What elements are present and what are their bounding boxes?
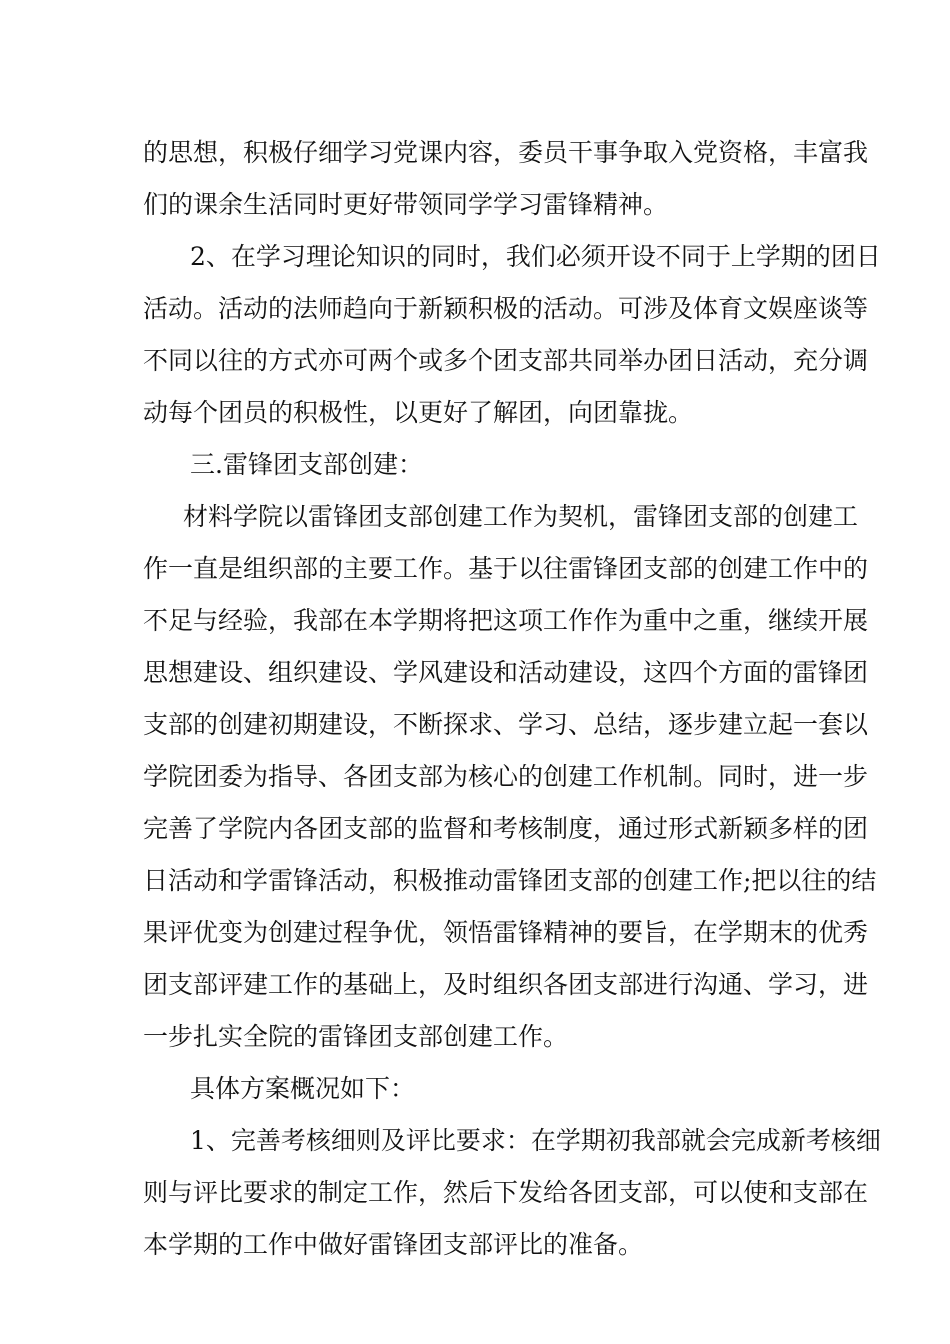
line-text: 2、在学习理论知识的同时，我们必须开设不同于上学期的团日 <box>190 242 881 271</box>
line-text: 本学期的工作中做好雷锋团支部评比的准备。 <box>143 1230 644 1259</box>
line-text: 们的课余生活同时更好带领同学学习雷锋精神。 <box>143 190 669 219</box>
text-line <box>0 230 950 284</box>
line-text: 三.雷锋团支部创建： <box>190 450 423 479</box>
text-line <box>0 1114 950 1168</box>
text-line <box>0 1010 950 1064</box>
text-line <box>0 126 950 180</box>
line-text: 果评优变为创建过程争优，领悟雷锋精神的要旨，在学期末的优秀 <box>143 918 869 947</box>
line-text: 一步扎实全院的雷锋团支部创建工作。 <box>143 1022 569 1051</box>
text-line <box>0 594 950 648</box>
text-line <box>0 282 950 336</box>
text-line <box>0 542 950 596</box>
line-text: 则与评比要求的制定工作，然后下发给各团支部，可以使和支部在 <box>143 1178 869 1207</box>
text-line <box>0 698 950 752</box>
line-text: 具体方案概况如下： <box>190 1074 416 1103</box>
line-text: 的思想，积极仔细学习党课内容，委员干事争取入党资格，丰富我 <box>143 138 869 167</box>
line-text: 支部的创建初期建设，不断探求、学习、总结，逐步建立起一套以 <box>143 710 869 739</box>
line-text: 1、完善考核细则及评比要求：在学期初我部就会完成新考核细 <box>190 1126 881 1155</box>
line-text: 材料学院以雷锋团支部创建工作为契机，雷锋团支部的创建工 <box>183 502 859 531</box>
text-line <box>0 1166 950 1220</box>
text-line <box>0 802 950 856</box>
text-line <box>0 958 950 1012</box>
line-text: 思想建设、组织建设、学风建设和活动建设，这四个方面的雷锋团 <box>143 658 869 687</box>
line-text: 不同以往的方式亦可两个或多个团支部共同举办团日活动，充分调 <box>143 346 869 375</box>
line-text: 日活动和学雷锋活动，积极推动雷锋团支部的创建工作;把以往的结 <box>143 866 877 895</box>
text-line <box>0 1062 950 1116</box>
text-line <box>0 750 950 804</box>
text-line <box>0 1218 950 1272</box>
text-line <box>0 178 950 232</box>
line-text: 团支部评建工作的基础上，及时组织各团支部进行沟通、学习，进 <box>143 970 869 999</box>
section-heading <box>0 438 950 492</box>
text-line <box>0 906 950 960</box>
line-text: 完善了学院内各团支部的监督和考核制度，通过形式新颖多样的团 <box>143 814 869 843</box>
text-line <box>0 386 950 440</box>
line-text: 不足与经验，我部在本学期将把这项工作作为重中之重，继续开展 <box>143 606 869 635</box>
line-text: 学院团委为指导、各团支部为核心的创建工作机制。同时，进一步 <box>143 762 869 791</box>
text-line <box>0 646 950 700</box>
text-line <box>0 490 950 544</box>
line-text: 活动。活动的法师趋向于新颖积极的活动。可涉及体育文娱座谈等 <box>143 294 869 323</box>
line-text: 动每个团员的积极性，以更好了解团，向团靠拢。 <box>143 398 694 427</box>
line-text: 作一直是组织部的主要工作。基于以往雷锋团支部的创建工作中的 <box>143 554 869 583</box>
text-line <box>0 334 950 388</box>
text-line <box>0 854 950 908</box>
